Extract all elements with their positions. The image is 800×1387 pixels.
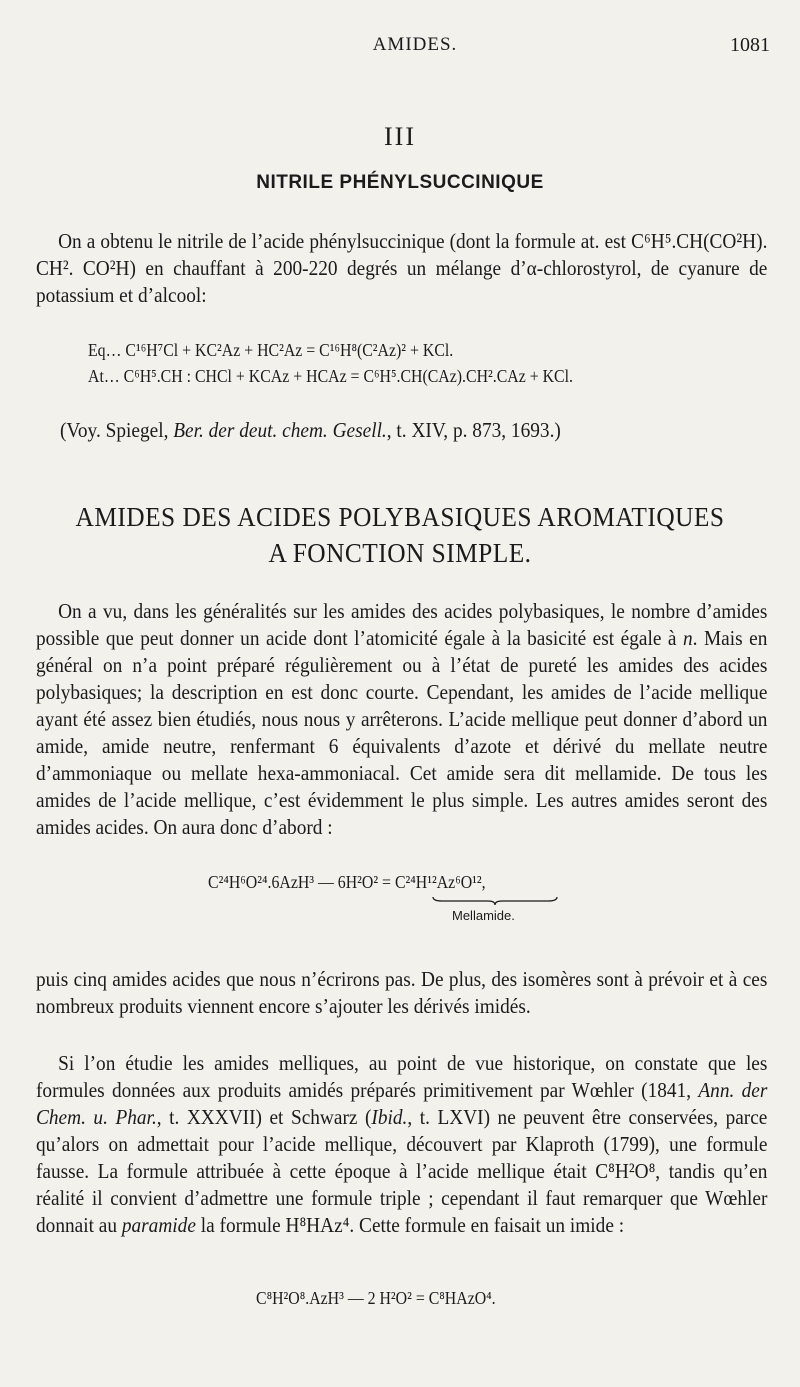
body-paragraph-3 [36, 1050, 767, 1239]
chapter-title-line2: A FONCTION SIMPLE. [268, 538, 532, 568]
body-p3-ibid: Ibid. [371, 1105, 408, 1129]
nitrile-text: On a obtenu le nitrile de l’acide phénylsuccinique (dont la formule at. est C⁶H⁵.CH(CO²H). CH². CO²H) en chauffant à 200-220 degrés un mélange d’α-chlorostyrol, de cyanure de potassium et d’alcool: [36, 229, 768, 307]
reference-journal: Ber. der deut. chem. Gesell. [173, 418, 387, 442]
chapter-title-line1: AMIDES DES ACIDES POLYBASIQUES AROMATIQUES [75, 502, 725, 532]
body-p3-b: , t. XXXVII) et Schwarz ( [156, 1105, 372, 1129]
equation-atomic: At… C⁶H⁵.CH : CHCl + KCAz + HCAz = C⁶H⁵.CH(CAz).CH².CAz + KCl. [88, 366, 573, 386]
underbrace [432, 896, 558, 906]
section-title: NITRILE PHÉNYLSUCCINIQUE [256, 172, 544, 193]
body-p3-paramide: paramide [121, 1213, 196, 1237]
equation-equivalent: Eq… C¹⁶H⁷Cl + KC²Az + HC²Az = C¹⁶H⁸(C²Az)² + KCl. [88, 340, 454, 360]
running-title: AMIDES. [372, 34, 458, 55]
reference-post: , t. XIV, p. 873, 1693.) [386, 418, 561, 442]
body-p1-a: On a vu, dans les généralités sur les amides des acides polybasiques, le nombre d’amides possible que peut donner un acide dont l’atomicité égale à la basicité est égale à [36, 599, 768, 650]
body-p1-b: . Mais en général on n’a point préparé régulièrement ou à l’état de pureté les amides des acides polybasiques; la description en est donc courte. Cependant, les amides de l’acide mellique ayant été assez bien étudiés, nous nous y arrêterons. L’acide mellique peut donner d’abord un amide, amide neutre, renfermant 6 équivalents d’azote et dérivé du mellate neutre d’ammoniaque ou mellate hexa-ammoniacal. Cet amide sera dit mellamide. De tous les amides de l’acide mellique, c’est évidemment le plus simple. Les autres amides seront des amides acides. On aura donc d’abord : [36, 626, 768, 839]
page-number: 1081 [730, 34, 770, 56]
mellamide-label: Mellamide. [452, 908, 515, 923]
nitrile-paragraph [36, 228, 767, 309]
reference-pre: (Voy. Spiegel, [60, 418, 174, 442]
reference-citation [60, 418, 561, 443]
body-paragraph-2 [36, 966, 767, 1020]
page-header [60, 34, 770, 64]
equation-mellamide: C²⁴H⁶O²⁴.6AzH³ — 6H²O² = C²⁴H¹²Az⁶O¹², [208, 872, 486, 892]
body-p1-n: n [683, 626, 693, 650]
body-p3-a: Si l’on étudie les amides melliques, au point de vue historique, on constate que les formules données aux produits amidés préparés primitivement par Wœhler (1841, [36, 1051, 768, 1102]
body-paragraph-1 [36, 598, 767, 841]
equation-paramide: C⁸H²O⁸.AzH³ — 2 H²O² = C⁸HAzO⁴. [256, 1288, 496, 1308]
section-number: III [384, 122, 416, 151]
body-p2-text: puis cinq amides acides que nous n’écrirons pas. De plus, des isomères sont à prévoir et à ces nombreux produits viennent encore s’ajouter les dérivés imidés. [36, 967, 768, 1018]
body-p3-journal: Ann. der Chem. u. Phar. [36, 1078, 768, 1129]
body-p3-d: la formule H⁸HAz⁴. Cette formule en faisait un imide : [195, 1213, 625, 1237]
body-p3-c: , t. LXVI) ne peuvent être conservées, parce qu’alors on admettait pour l’acide mellique, découvert par Klaproth (1799), une formule fausse. La formule attribuée à cette époque à l’acide mellique était C⁸H²O⁸, tandis qu’en réalité il convient d’admettre une formule triple ; cependant il faut remarquer que Wœhler donnait au [36, 1105, 768, 1237]
